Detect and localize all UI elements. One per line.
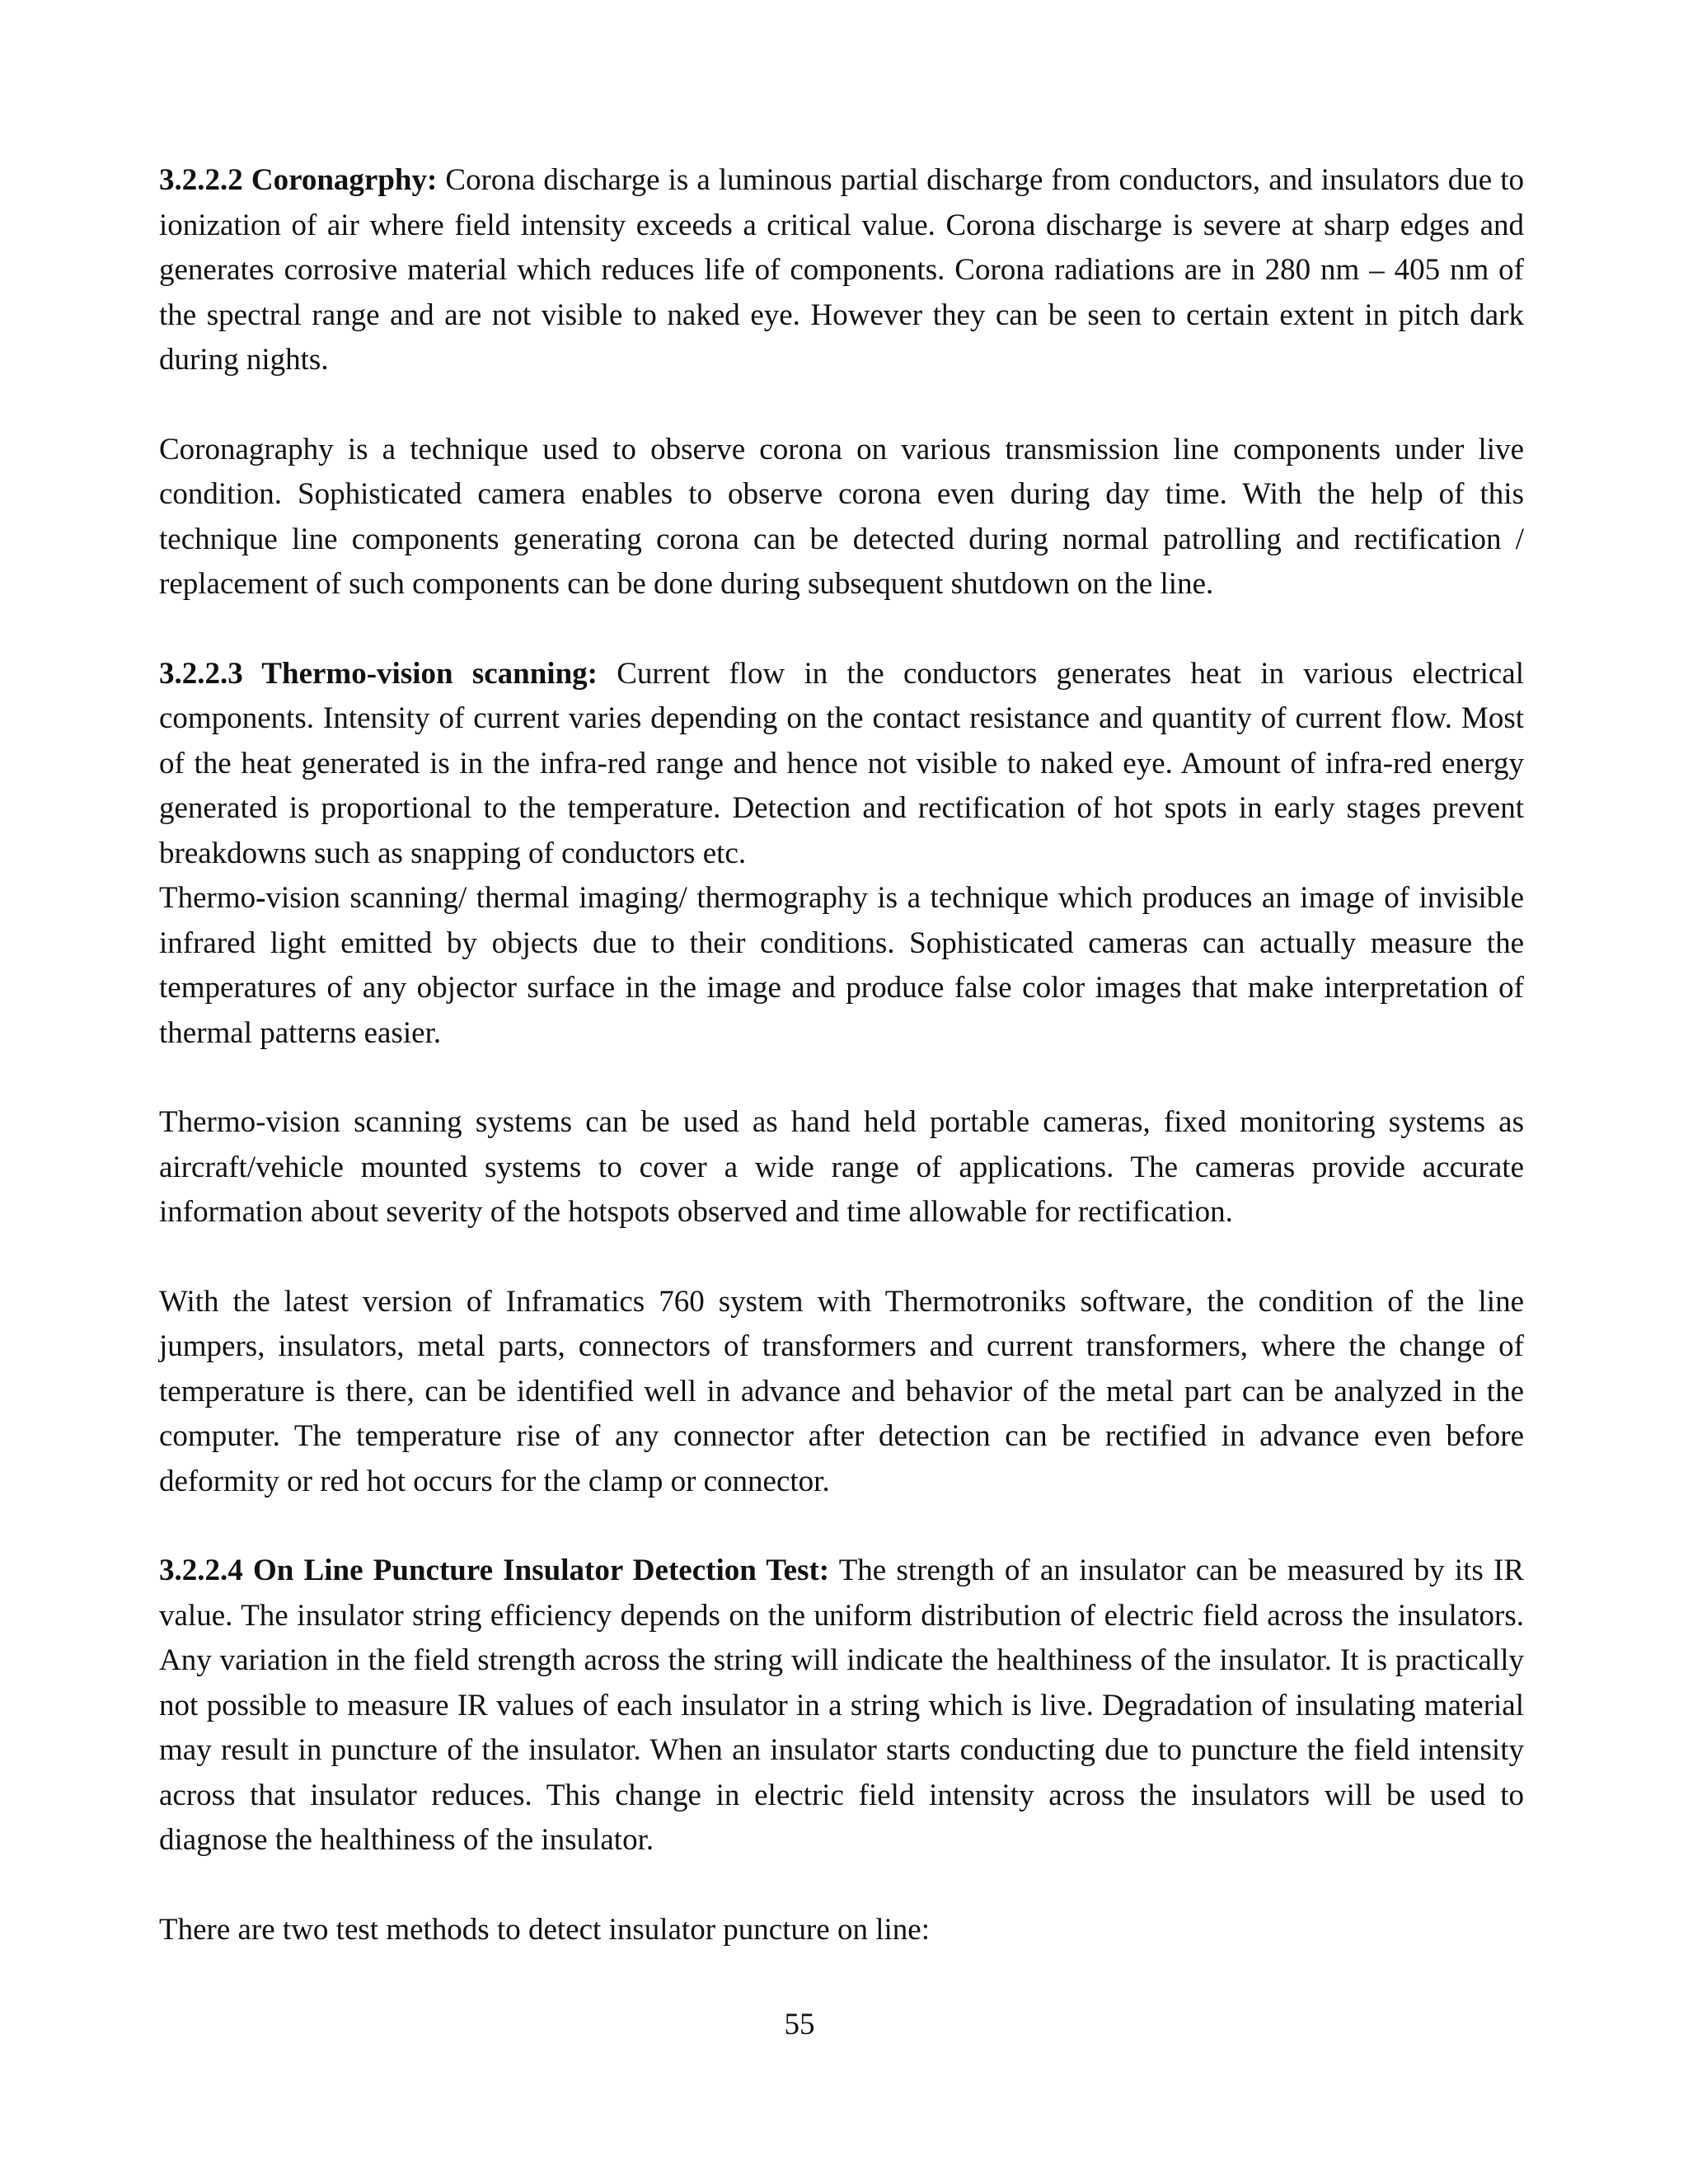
paragraph-text: The strength of an insulator can be measured by its IR value. The insulator string efficiency depends on the uniform distribution of electric field across the insulators. Any variation in the field strength across the string will indicate the healthiness of the insulator. It is practically not possible to measure IR values of each insulator in a string which is live. Degradation of insulating material may result in puncture of the insulator. When an insulator starts conducting due to puncture the field intensity across that insulator reduces. This change in electric field intensity across the insulators will be used to diagnose the healthiness of the insulator. [159, 1554, 1524, 1857]
paragraph-text: Current flow in the conductors generates heat in various electrical components. Intensity of current varies depending on the contact resistance and quantity of current flow. Most of the heat generated is in the infra-red range and hence not visible to naked eye. Amount of infra-red energy generated is proportional to the temperature. Detection and rectification of hot spots in early stages prevent breakdowns such as snapping of conductors etc. [159, 656, 1524, 870]
paragraph-text: Corona discharge is a luminous partial discharge from conductors, and insulators due to ionization of air where field intensity exceeds a critical value. Corona discharge is severe at sharp edges and generates corrosive material which reduces life of components. Corona radiations are in 280 nm – 405 nm of the spectral range and are not visible to naked eye. However they can be seen to certain extent in pitch dark during nights. [159, 163, 1524, 377]
paragraph-text: Thermo-vision scanning systems can be used as hand held portable cameras, fixed monitoring systems as aircraft/vehicle mounted systems to cover a wide range of applications. The cameras provide accurate information about severity of the hotspots observed and time allowable for rectification. [159, 1105, 1524, 1229]
paragraph-inframatics [159, 1280, 1524, 1505]
document-body [159, 158, 1524, 1952]
paragraph-text: vision scanning/ thermal imaging/ thermography is a technique which produces an image of invisible infrared light emitted by objects due to their conditions. Sophisticated cameras can actually measure the temperatures of any objector surface in the image and produce false color images that make interpretation of thermal patterns easier. [159, 881, 1524, 1050]
paragraph-puncture-detection [159, 1549, 1524, 1863]
paragraph-text-prefix: Thermo [159, 881, 256, 915]
paragraph-text: Coronagraphy is a technique used to observe corona on various transmission line components under live condition. Sophisticated camera enables to observe corona even during day time. With the help of this technique line components generating corona can be detected during normal patrolling and rectification / replacement of such components can be done during subsequent shutdown on the line. [159, 432, 1524, 601]
section-heading-3-2-2-2: 3.2.2.2 Coronagrphy: [159, 163, 438, 197]
page-number: 55 [784, 2008, 815, 2041]
paragraph-thermography [159, 876, 1524, 1056]
section-heading-3-2-2-4: 3.2.2.4 On Line Puncture Insulator Detection Test: [159, 1554, 830, 1587]
paragraph-thermo-vision-systems [159, 1100, 1524, 1235]
paragraph-coronagraphy [159, 158, 1524, 383]
paragraph-test-methods [159, 1908, 1524, 1953]
section-heading-3-2-2-3: 3.2.2.3 Thermo-vision scanning: [159, 656, 598, 691]
paragraph-text: With the latest version of Inframatics 760 system with Thermotroniks software, the condition of the line jumpers, insulators, metal parts, connectors of transformers and current transformers, where the change of temperature is there, can be identified well in advance and behavior of the metal part can be analyzed in the computer. The temperature rise of any connector after detection can be rectified in advance even before deformity or red hot occurs for the clamp or connector. [159, 1284, 1524, 1498]
paragraph-thermo-vision [159, 652, 1524, 877]
bold-hyphen: - [256, 881, 266, 915]
paragraph-coronagraphy-technique [159, 428, 1524, 607]
paragraph-text: There are two test methods to detect insulator puncture on line: [159, 1912, 930, 1947]
